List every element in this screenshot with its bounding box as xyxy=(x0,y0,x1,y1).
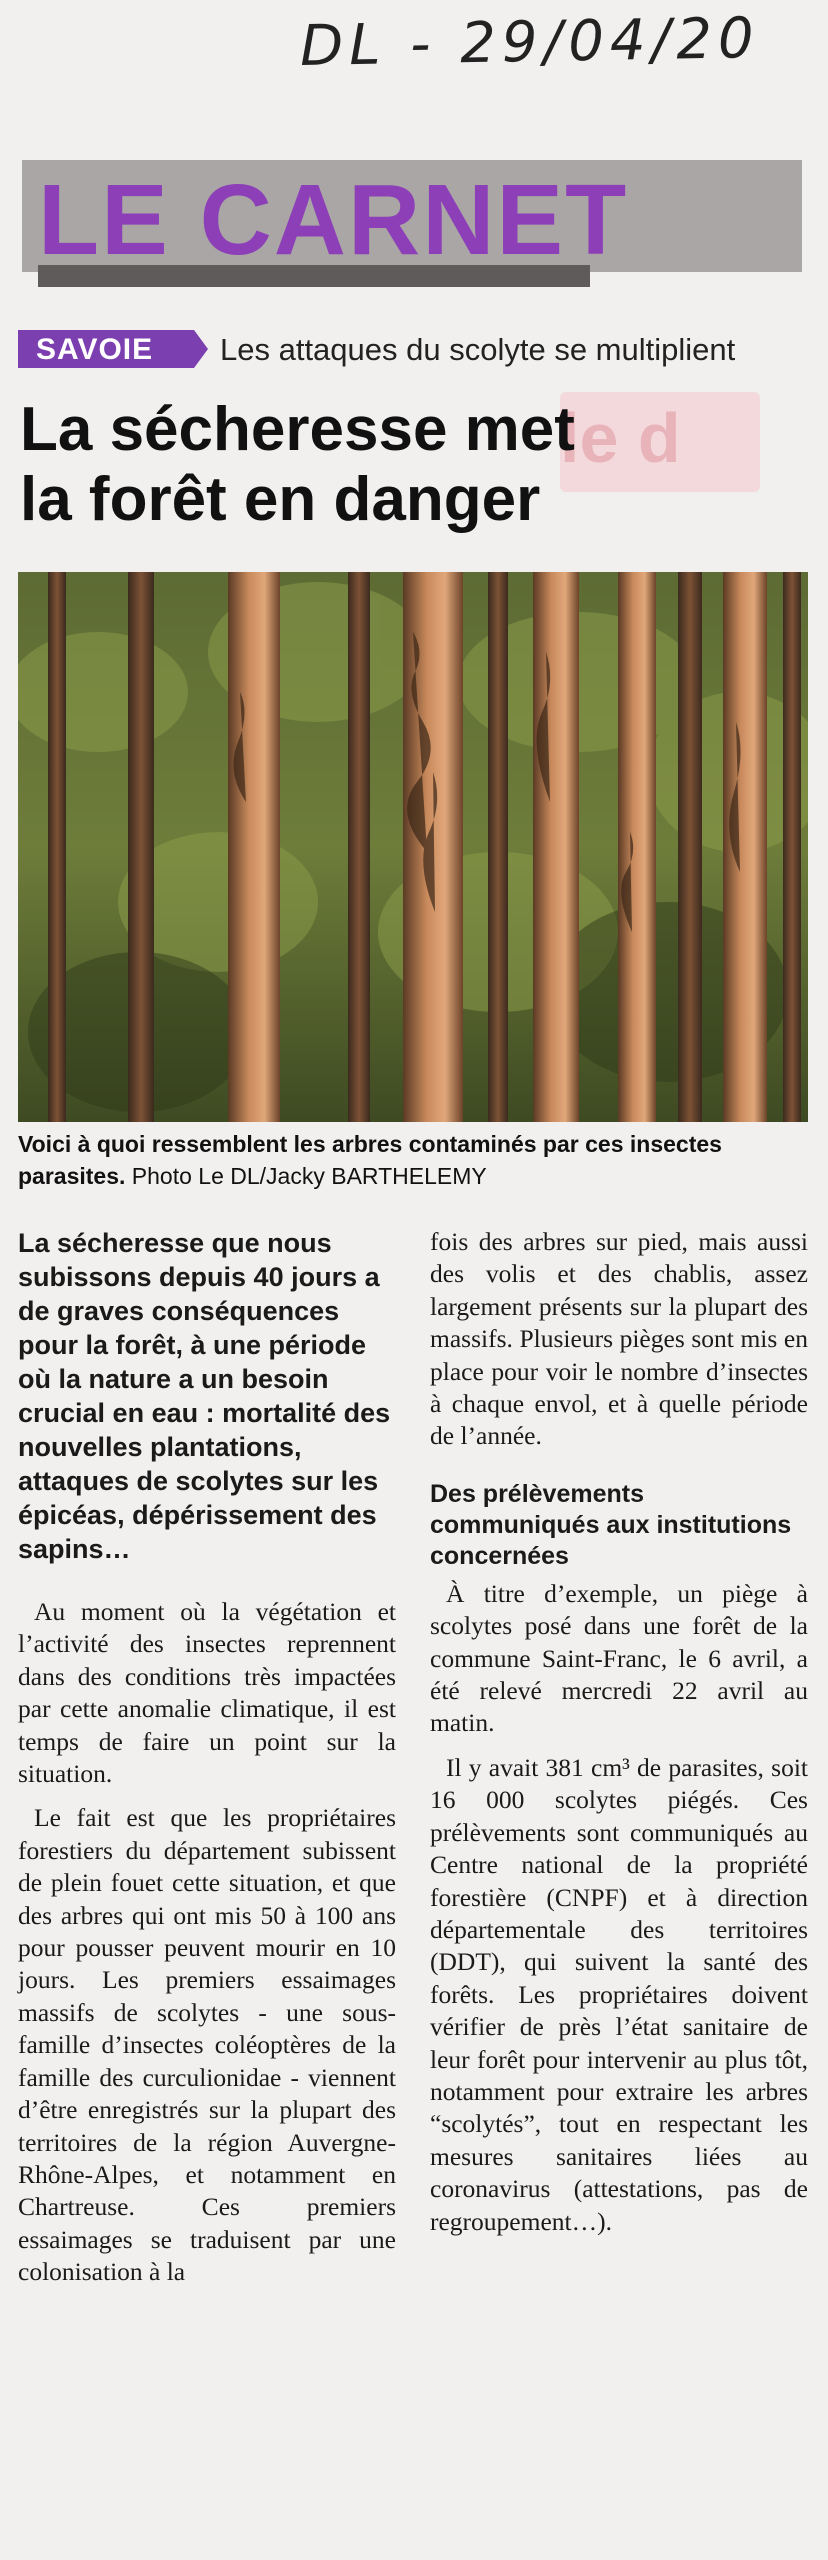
article-column-left xyxy=(18,1226,396,2301)
headline-line-2: la forêt en danger xyxy=(20,465,541,534)
article-column-right xyxy=(430,1226,808,2250)
section-title: LE CARNET xyxy=(38,164,629,276)
article-lead: La sécheresse que nous subissons depuis 40 jours a de graves conséquences pour la forêt, à une période où la nature a un besoin crucial en eau : mortalité des nouvelles plantations, attaques de scolytes sur les épicéas, dépérissement des sapins… xyxy=(18,1228,391,1564)
article-paragraph-3: fois des arbres sur pied, mais aussi des volis et des chablis, assez largement présents sur la plupart des massifs. Plusieurs pièges sont mis en place pour voir le nombre d’insectes à chaque envol, et à quelle période de l’année. xyxy=(430,1227,808,1451)
article-paragraph-1: Au moment où la végétation et l’activité des insectes reprennent dans des conditions très impactées par cette anomalie climatique, il est temps de faire un point sur la situation. xyxy=(18,1597,396,1789)
article-paragraph-5: Il y avait 381 cm³ de parasites, soit 16 000 scolytes piégés. Ces prélèvements sont communiqués au Centre national de la propriété forestière (CNPF) et à direction départementale des territoires (DDT), qui suivent la santé des forêts. Les propriétaires doivent vérifier de près l’état sanitaire de leur forêt pour intervenir au plus tôt, notamment pour extraire les arbres “scolytés”, tout en respectant les mesures sanitaires liées au coronavirus (attestations, pas de regroupement…). xyxy=(430,1752,808,2236)
photo-credit: Photo Le DL/Jacky BARTHELEMY xyxy=(125,1163,487,1189)
kicker-text: Les attaques du scolyte se multiplient xyxy=(220,332,736,367)
article-paragraph-4: À titre d’exemple, un piège à scolytes posé dans une forêt de la commune Saint-Franc, le 6 avril, a été relevé mercredi 22 avril au matin. xyxy=(430,1578,808,1738)
forest-photo-illustration xyxy=(18,572,808,1122)
region-tag xyxy=(18,330,194,368)
headline-line-1: La sécheresse met xyxy=(20,395,575,464)
forest-photo xyxy=(18,572,808,1122)
caption-text: Voici à quoi ressemblent les arbres contaminés par ces insectes parasites. xyxy=(18,1131,722,1189)
photo-caption xyxy=(18,1128,808,1192)
region-tag-label: SAVOIE xyxy=(36,333,154,366)
handwritten-date-note: DL - 29/04/20 xyxy=(299,5,761,80)
article-paragraph-2: Le fait est que les propriétaires forestiers du département subissent de plein fouet cette situation, et que des arbres qui ont mis 50 à 100 ans pour pousser peuvent mourir en 10 jours. Les premiers essaimages massifs de scolytes - une sous-famille d’insectes coléoptères de la famille des curculionidae - viennent d’être enregistrés sur la plupart des territoires de la région Auvergne-Rhône-Alpes, et notamment en Chartreuse. Ces premiers essaimages se traduisent par une colonisation à la xyxy=(18,1803,396,2287)
region-tag-arrow xyxy=(194,330,208,368)
background-logo-text: le d xyxy=(560,399,681,477)
headline xyxy=(20,395,810,535)
kicker xyxy=(18,328,818,372)
article-subheading: Des prélèvements communiqués aux institutions concernées xyxy=(430,1479,792,1570)
